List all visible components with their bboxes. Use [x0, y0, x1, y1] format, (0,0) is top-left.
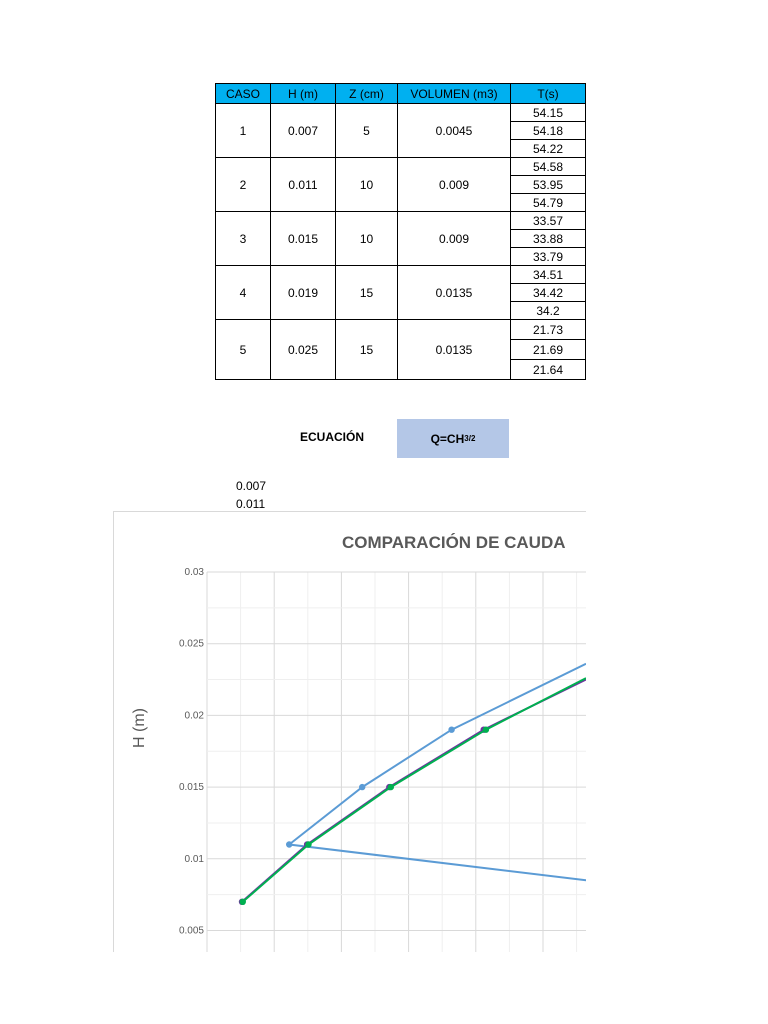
data-point [305, 841, 311, 847]
cell-t: 54.79 [511, 194, 586, 212]
cell-t: 33.57 [511, 212, 586, 230]
y-tick-label: 0.025 [178, 638, 204, 650]
series-layer [239, 664, 586, 905]
cell-caso: 2 [216, 158, 271, 212]
data-point [388, 784, 394, 790]
cell-t: 33.79 [511, 248, 586, 266]
cell-t: 34.2 [511, 302, 586, 320]
cell-caso: 1 [216, 104, 271, 158]
cell-t: 21.69 [511, 340, 586, 360]
cell-caso: 4 [216, 266, 271, 320]
cell-h: 0.007 [271, 104, 336, 158]
cell-t: 21.73 [511, 320, 586, 340]
table-row [216, 158, 586, 176]
table-row [216, 212, 586, 230]
cell-t: 34.42 [511, 284, 586, 302]
chart-title: COMPARACIÓN DE CAUDA [342, 533, 566, 552]
cell-volumen: 0.009 [398, 212, 511, 266]
series-line-3 [243, 678, 586, 902]
cell-volumen: 0.0135 [398, 320, 511, 380]
cell-h: 0.019 [271, 266, 336, 320]
cell-volumen: 0.0135 [398, 266, 511, 320]
y-tick-label: 0.03 [184, 567, 204, 578]
equation-label: ECUACIÓN [300, 430, 365, 444]
y-tick-label: 0.015 [178, 782, 204, 794]
data-table [215, 83, 586, 380]
cell-caso: 5 [216, 320, 271, 380]
cell-t: 54.58 [511, 158, 586, 176]
cell-z: 15 [336, 320, 398, 380]
cell-t: 53.95 [511, 176, 586, 194]
header-z: Z (cm) [336, 84, 398, 104]
equation-exponent: 3/2 [464, 434, 476, 443]
table-row [216, 104, 586, 122]
data-point [448, 727, 454, 733]
grid-layer [207, 572, 586, 952]
tick-layer [179, 567, 204, 936]
cell-z: 10 [336, 158, 398, 212]
cell-t: 54.22 [511, 140, 586, 158]
cell-z: 5 [336, 104, 398, 158]
y-tick-label: 0.02 [184, 710, 204, 722]
equation-formula: Q=CH [430, 431, 465, 446]
cell-h: 0.015 [271, 212, 336, 266]
table-header-row [216, 84, 586, 104]
cell-z: 10 [336, 212, 398, 266]
chart-svg [114, 512, 586, 952]
y-axis-label: H (m) [131, 708, 148, 748]
data-point [240, 899, 246, 905]
cell-t: 21.64 [511, 360, 586, 380]
series-line-1 [289, 664, 586, 902]
loose-value: 0.011 [236, 497, 266, 511]
header-t: T(s) [511, 84, 586, 104]
chart-area [113, 511, 586, 952]
data-point [286, 841, 292, 847]
cell-t: 34.51 [511, 266, 586, 284]
cell-h: 0.011 [271, 158, 336, 212]
y-tick-label: 0.01 [184, 853, 204, 865]
cell-volumen: 0.009 [398, 158, 511, 212]
cell-t: 33.88 [511, 230, 586, 248]
series-line-2 [242, 680, 586, 902]
cell-t: 54.18 [511, 122, 586, 140]
table-row [216, 266, 586, 284]
y-tick-label: 0.005 [178, 925, 204, 937]
header-caso: CASO [216, 84, 271, 104]
cell-t: 54.15 [511, 104, 586, 122]
header-h: H (m) [271, 84, 336, 104]
cell-z: 15 [336, 266, 398, 320]
cell-caso: 3 [216, 212, 271, 266]
cell-volumen: 0.0045 [398, 104, 511, 158]
table-row [216, 320, 586, 340]
equation-box [397, 419, 509, 458]
loose-value: 0.007 [236, 479, 267, 493]
data-point [483, 727, 489, 733]
data-point [359, 784, 365, 790]
cell-h: 0.025 [271, 320, 336, 380]
header-volumen: VOLUMEN (m3) [398, 84, 511, 104]
